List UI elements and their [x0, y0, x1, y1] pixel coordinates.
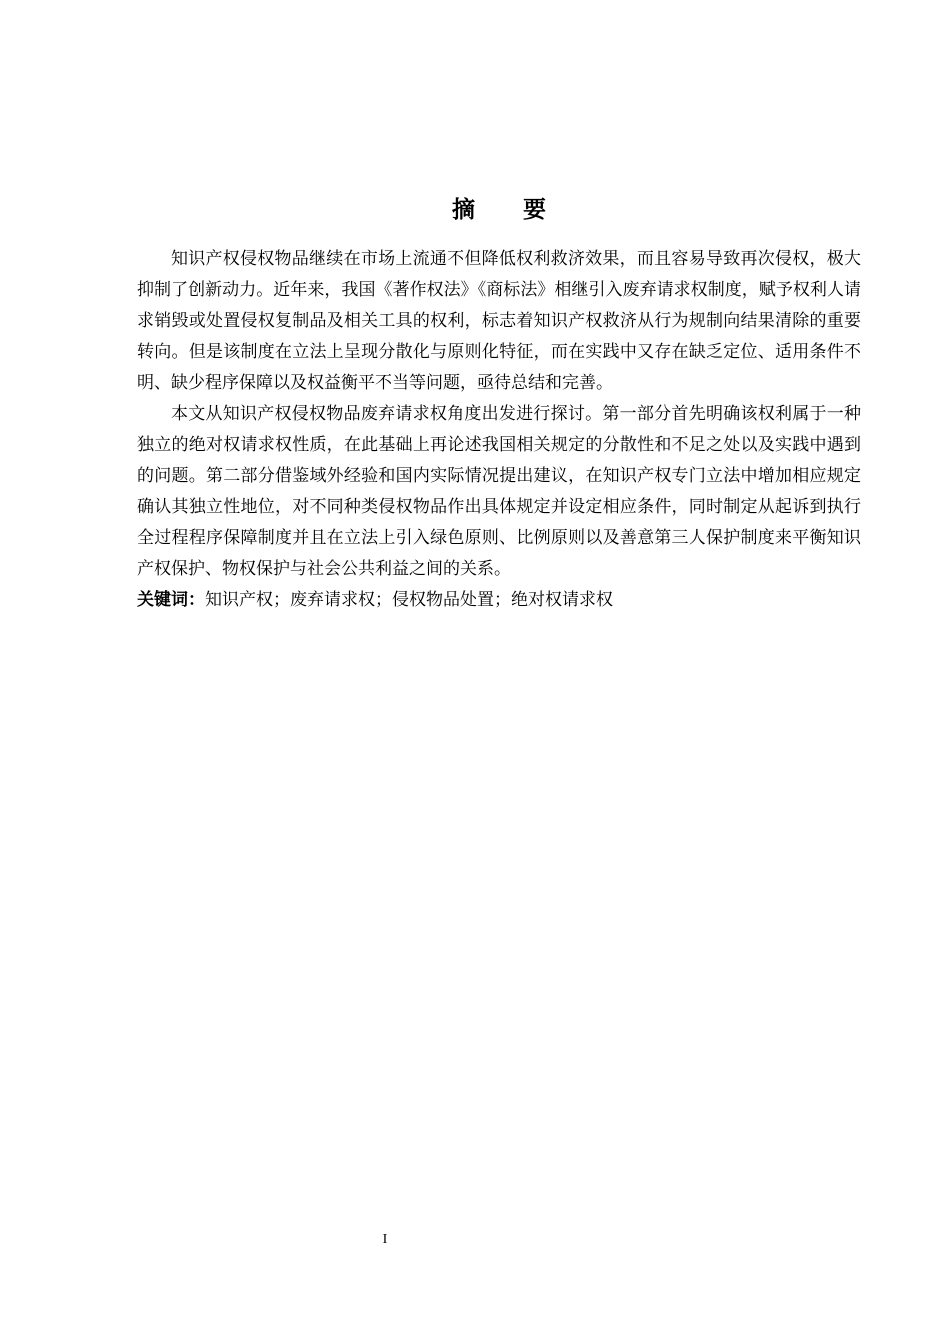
title-char-1: 摘: [452, 197, 475, 224]
keywords-list: 知识产权；废弃请求权；侵权物品处置；绝对权请求权: [205, 590, 613, 610]
abstract-body: [137, 244, 861, 616]
abstract-paragraph-2: 本文从知识产权侵权物品废弃请求权角度出发进行探讨。第一部分首先明确该权利属于一种独立的绝对权请求权性质，在此基础上再论述我国相关规定的分散性和不足之处以及实践中遇到的问题。第二部分借鉴域外经验和国内实际情况提出建议，在知识产权专门立法中增加相应规定确认其独立性地位，对不同种类侵权物品作出具体规定并设定相应条件，同时制定从起诉到执行全过程程序保障制度并且在立法上引入绿色原则、比例原则以及善意第三人保护制度来平衡知识产权保护、物权保护与社会公共利益之间的关系。: [137, 404, 861, 579]
abstract-paragraph-1: 知识产权侵权物品继续在市场上流通不但降低权利救济效果，而且容易导致再次侵权，极大抑制了创新动力。近年来，我国《著作权法》《商标法》相继引入废弃请求权制度，赋予权利人请求销毁或处置侵权复制品及相关工具的权利，标志着知识产权救济从行为规制向结果清除的重要转向。但是该制度在立法上呈现分散化与原则化特征，而在实践中又存在缺乏定位、适用条件不明、缺少程序保障以及权益衡平不当等问题，亟待总结和完善。: [137, 249, 861, 393]
keywords-label: 关键词：: [137, 590, 205, 610]
page-title: [0, 191, 950, 224]
title-char-2: 要: [523, 197, 546, 224]
page-number: I: [382, 1232, 388, 1247]
keywords-line: [137, 585, 861, 616]
